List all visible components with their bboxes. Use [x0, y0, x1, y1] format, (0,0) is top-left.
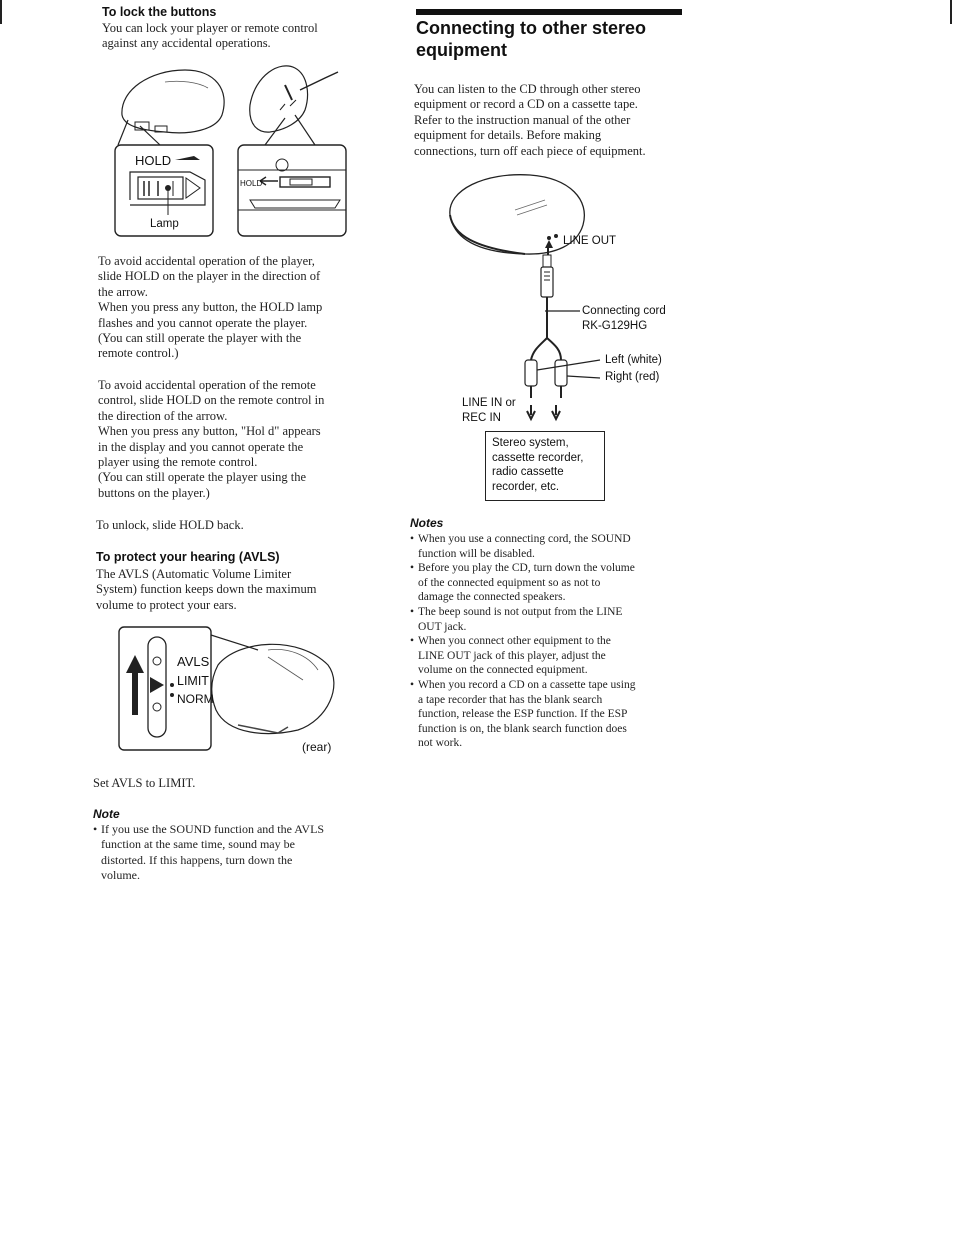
box-line: radio cassette [492, 466, 564, 478]
note-line: volume. [101, 868, 140, 883]
avls-intro [96, 567, 316, 613]
para-line: To avoid accidental operation of the remote [98, 378, 316, 392]
note-line: of the connected equipment so as not to [418, 576, 601, 589]
hold-label: HOLD [135, 153, 172, 168]
note-line: not work. [418, 737, 463, 750]
lock-intro-line: You can lock your player or remote control [102, 21, 318, 35]
para-line: System) function keeps down the maximum [96, 582, 317, 597]
list-item [410, 561, 680, 605]
stereo-system-box [485, 431, 605, 501]
heading-rule [416, 9, 682, 15]
limit-label: LIMIT [177, 674, 209, 688]
remote-hold-box [238, 145, 346, 236]
note-line: LINE OUT jack of this player, adjust the [418, 649, 606, 662]
notes-heading: Notes [410, 516, 444, 530]
lock-intro-line: against any accidental operations. [102, 36, 271, 51]
para-line: The AVLS (Automatic Volume Limiter [96, 567, 292, 581]
label-line: LINE IN or [462, 397, 516, 409]
norm-label: NORM [177, 692, 214, 706]
line-out-arrow-icon [545, 240, 553, 248]
connecting-intro [414, 82, 694, 159]
remote-lock-paragraph [98, 378, 368, 501]
para-line: (You can still operate the player using the [98, 470, 307, 485]
para-line: To avoid accidental operation of the player, [98, 254, 315, 268]
rear-label: (rear) [302, 740, 332, 754]
note-line: When you connect other equipment to the [418, 635, 611, 648]
line-out-label: LINE OUT [563, 235, 617, 247]
para-line: connections, turn off each piece of equipment. [414, 143, 646, 158]
up-arrow-icon [126, 655, 144, 715]
connecting-cord-label [582, 304, 666, 334]
unlock-text: To unlock, slide HOLD back. [96, 518, 244, 532]
avls-figure [118, 625, 348, 755]
para-line: volume to protect your ears. [96, 597, 237, 612]
list-item [410, 605, 680, 634]
note-line: When you use a connecting cord, the SOUND [418, 533, 631, 545]
avls-heading: To protect your hearing (AVLS) [96, 550, 280, 564]
left-edge-mark [0, 0, 2, 24]
note-line: function at the same time, sound may be [101, 837, 295, 852]
player-outline [122, 70, 224, 133]
connection-figure [445, 170, 615, 425]
down-arrow-icon [527, 405, 535, 419]
list-item [93, 822, 363, 884]
para-line: equipment for details. Before making [414, 128, 602, 143]
set-avls-text: Set AVLS to LIMIT. [93, 776, 196, 790]
lamp-label: Lamp [150, 218, 179, 230]
note-line: OUT jack. [418, 620, 467, 633]
para-line: flashes and you cannot operate the player. [98, 315, 308, 330]
para-line: control, slide HOLD on the remote control in [98, 393, 325, 408]
player-lock-paragraph [98, 254, 368, 362]
player-rear-outline [212, 644, 334, 733]
para-line: remote control.) [98, 346, 179, 361]
left-white-label: Left (white) [605, 354, 662, 366]
remote-hand [250, 66, 308, 132]
note-line: function will be disabled. [418, 547, 535, 560]
hold-figure [110, 60, 355, 240]
para-line: Refer to the instruction manual of the other [414, 112, 631, 127]
avls-note-list [93, 822, 363, 884]
connecting-heading [416, 17, 646, 61]
note-line: If you use the SOUND function and the AVLS [101, 822, 325, 836]
line-in-label [462, 396, 516, 426]
label-line: Connecting cord [582, 305, 666, 317]
down-arrow-icon [552, 405, 560, 419]
box-line: Stereo system, [492, 437, 569, 449]
para-line: equipment or record a CD on a cassette tape. [414, 97, 638, 112]
list-item [410, 532, 680, 561]
note-line: a tape recorder that has the blank search [418, 693, 603, 706]
right-edge-mark [950, 0, 952, 24]
note-line: When you record a CD on a cassette tape using [418, 678, 636, 691]
para-line: buttons on the player.) [98, 485, 210, 500]
para-line: slide HOLD on the player in the direction of [98, 269, 321, 284]
notes-list [410, 532, 680, 751]
remote-hold-label: HOLD [240, 179, 263, 188]
note-line: function is on, the blank search function does [418, 722, 627, 735]
para-line: When you press any button, "Hol d" appears [98, 424, 321, 439]
para-line: the direction of the arrow. [98, 408, 228, 423]
avls-label: AVLS [177, 654, 210, 669]
para-line: You can listen to the CD through other stereo [414, 82, 641, 96]
lock-intro [102, 21, 318, 52]
para-line: player using the remote control. [98, 455, 258, 470]
avls-note-heading: Note [93, 807, 120, 821]
note-line: damage the connected speakers. [418, 591, 566, 604]
heading-line: equipment [416, 40, 508, 60]
label-line: RK-G129HG [582, 320, 648, 332]
right-red-label: Right (red) [605, 371, 660, 383]
list-item [410, 634, 680, 678]
para-line: the arrow. [98, 284, 148, 299]
para-line: in the display and you cannot operate the [98, 439, 304, 454]
para-line: (You can still operate the player with the [98, 331, 302, 346]
box-line: recorder, etc. [492, 480, 560, 493]
list-item [410, 678, 680, 751]
note-line: The beep sound is not output from the LINE [418, 605, 623, 618]
note-line: distorted. If this happens, turn down the [101, 852, 293, 867]
para-line: When you press any button, the HOLD lamp [98, 300, 323, 315]
note-line: volume on the connected equipment. [418, 664, 588, 677]
note-line: function, release the ESP function. If the ESP [418, 708, 628, 721]
label-line: REC IN [462, 412, 501, 424]
box-line: cassette recorder, [492, 451, 584, 464]
heading-line: Connecting to other stereo [416, 18, 647, 38]
note-line: Before you play the CD, turn down the volume [418, 562, 635, 575]
lock-heading: To lock the buttons [102, 5, 217, 19]
